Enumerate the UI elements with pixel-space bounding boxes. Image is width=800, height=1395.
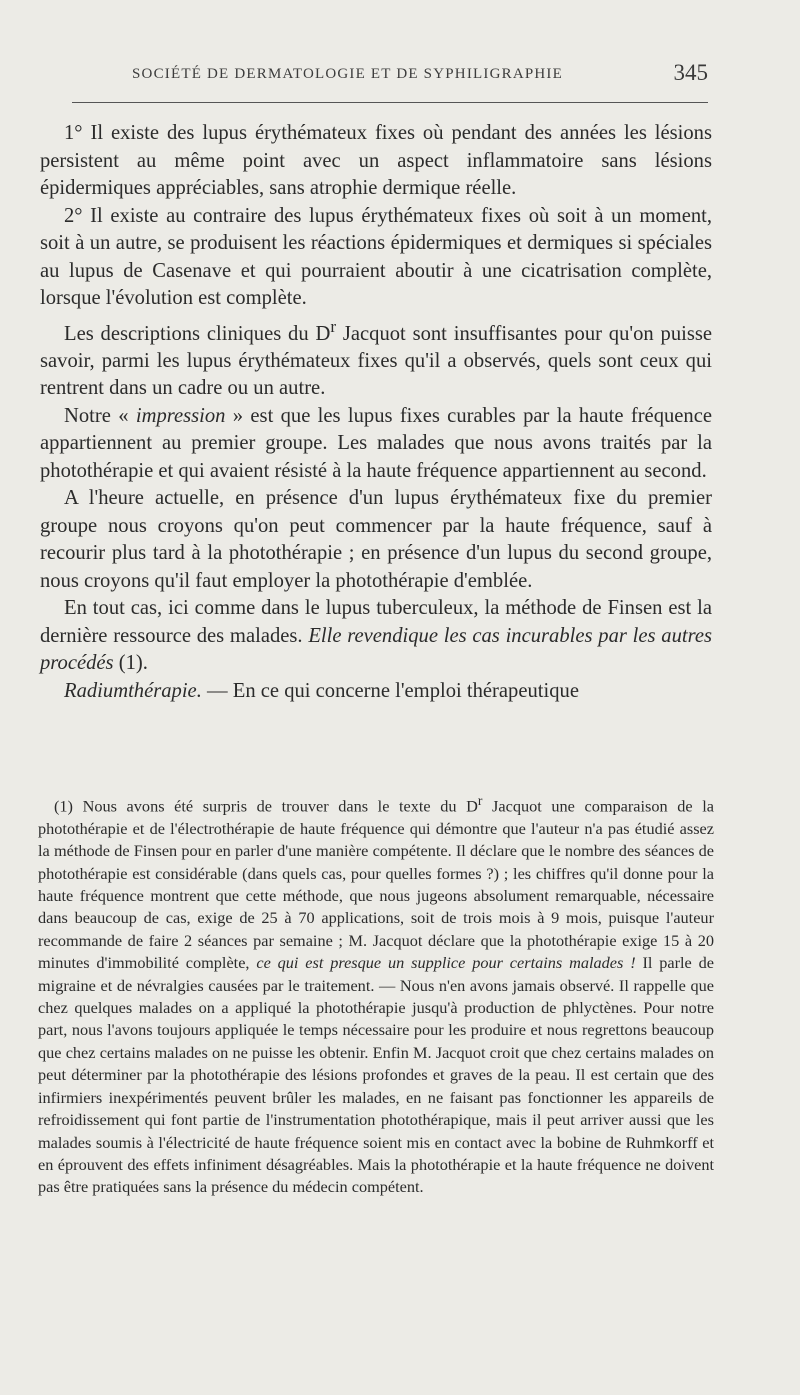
paragraph-3 (40, 313, 712, 403)
paragraph-4-text-a: Notre « (64, 404, 136, 427)
footnote-text-a: (1) Nous avons été surpris de trouver dans le texte du D (54, 796, 478, 816)
section-heading-radiumtherapie: Radiumthérapie. (64, 679, 202, 702)
paragraph-1-text: 1° Il existe des lupus érythémateux fixes où pendant des années les lésions persistent au même point avec un aspect inflammatoire sans lésions épidermiques appréciables, sans atrophie dermique réelle. (40, 122, 712, 199)
footnote-paragraph (38, 790, 714, 1199)
doctor-abbrev-sup: r (330, 316, 337, 336)
paragraph-5 (40, 485, 712, 595)
footnote (38, 790, 714, 1199)
footnote-emphasis: ce qui est presque un supplice pour certains malades ! (256, 953, 636, 973)
footnote-text-c: Il parle de migraine et de névralgies causées par le traitement. — Nous n'en avons jamais observé. Il rappelle que chez quelques malades on a appliqué la photothérapie jusqu'à production de phlyctènes. Pour notre part, nous l'avons toujours appliquée le temps nécessaire pour les produire et nous regrettons beaucoup que chez certains malades on ne puisse les obtenir. Enfin M. Jacquot croit que chez certains malades on peut déterminer par la photothérapie des lésions profondes et graves de la peau. Il est certain que des infirmiers inexpérimentés peuvent brûler les malades, en ne faisant pas fonctionner les appareils de refroidissement qui font partie de l'instrumentation photothérapique, mais il peut arriver aussi que les malades soumis à l'électricité de haute fréquence soient mis en contact avec la bobine de Ruhmkorff et en éprouvent des effets infiniment désagréables. Mais la photothérapie et la haute fréquence ne doivent pas être pratiquées sans la présence du médecin compétent. (38, 953, 714, 1197)
main-text (40, 120, 712, 705)
paragraph-7-text: — En ce qui concerne l'emploi thérapeutique (201, 679, 579, 702)
paragraph-2 (40, 203, 712, 313)
paragraph-6 (40, 595, 712, 678)
paragraph-6-emphasis: Elle revendique les cas incurables par les autres procédés (40, 624, 712, 675)
paragraph-4-text-b: » est que les lupus fixes curables par la haute fréquence appartiennent au premier groupe. Les malades que nous avons traités par la photothérapie et qui avaient résisté à la haute fréquence appartiennent au second. (40, 404, 713, 482)
paragraph-3-text-b: Jacquot sont insuffisantes pour qu'on puisse savoir, parmi les lupus érythémateux fixes qu'il a observés, quels sont ceux qui rentrent dans un cadre ou un autre. (40, 322, 713, 400)
paragraph-4-emphasis: impression (135, 404, 226, 427)
footnote-reference: (1). (113, 652, 148, 675)
paragraph-4 (40, 403, 712, 486)
header-rule (72, 102, 708, 103)
page-header (72, 62, 708, 102)
paragraph-3-text-a: Les descriptions cliniques du D (64, 322, 331, 345)
paragraph-6-text-a: En tout cas, ici comme dans le lupus tuberculeux, la méthode de Finsen est la dernière ressource des malades. (40, 597, 712, 647)
paragraph-7 (40, 678, 712, 706)
paragraph-2-text: 2° Il existe au contraire des lupus érythémateux fixes où soit à un moment, soit à un autre, se produisent les réactions épidermiques et dermiques si spéciales au lupus de Casenave et qui pourraient aboutir à une cicatrisation complète, lorsque l'évolution est complète. (40, 204, 712, 309)
running-title: SOCIÉTÉ DE DERMATOLOGIE ET DE SYPHILIGRAPHIE (132, 66, 563, 82)
footnote-doctor-sup: r (477, 793, 483, 808)
paragraph-5-text: A l'heure actuelle, en présence d'un lupus érythémateux fixe du premier groupe nous croyons qu'on peut commencer par la haute fréquence, sauf à recourir plus tard à la photothérapie ; en présence d'un lupus du second groupe, nous croyons qu'il faut employer la photothérapie d'emblée. (40, 487, 712, 592)
page-number: 345 (673, 60, 708, 85)
paragraph-1 (40, 120, 712, 203)
footnote-text-b: Jacquot une comparaison de la photothérapie et de l'électrothérapie de haute fréquence qui démontre que l'auteur n'a pas étudié assez la méthode de Finsen pour en parler d'une manière compétente. Il déclare que le nombre des séances de photothérapie est considérable (dans quels cas, pour quelles formes ?) ; les chiffres qu'il donne pour la haute fréquence montrent que cette méthode, que nous jugeons absolument remarquable, nécessaire dans beaucoup de cas, exige de 25 à 70 applications, soit de trois mois à 9 mois, puisque l'auteur recommande de faire 2 séances par semaine ; M. Jacquot déclare que la photothérapie exige 15 à 20 minutes d'immobilité complète, (38, 796, 714, 973)
